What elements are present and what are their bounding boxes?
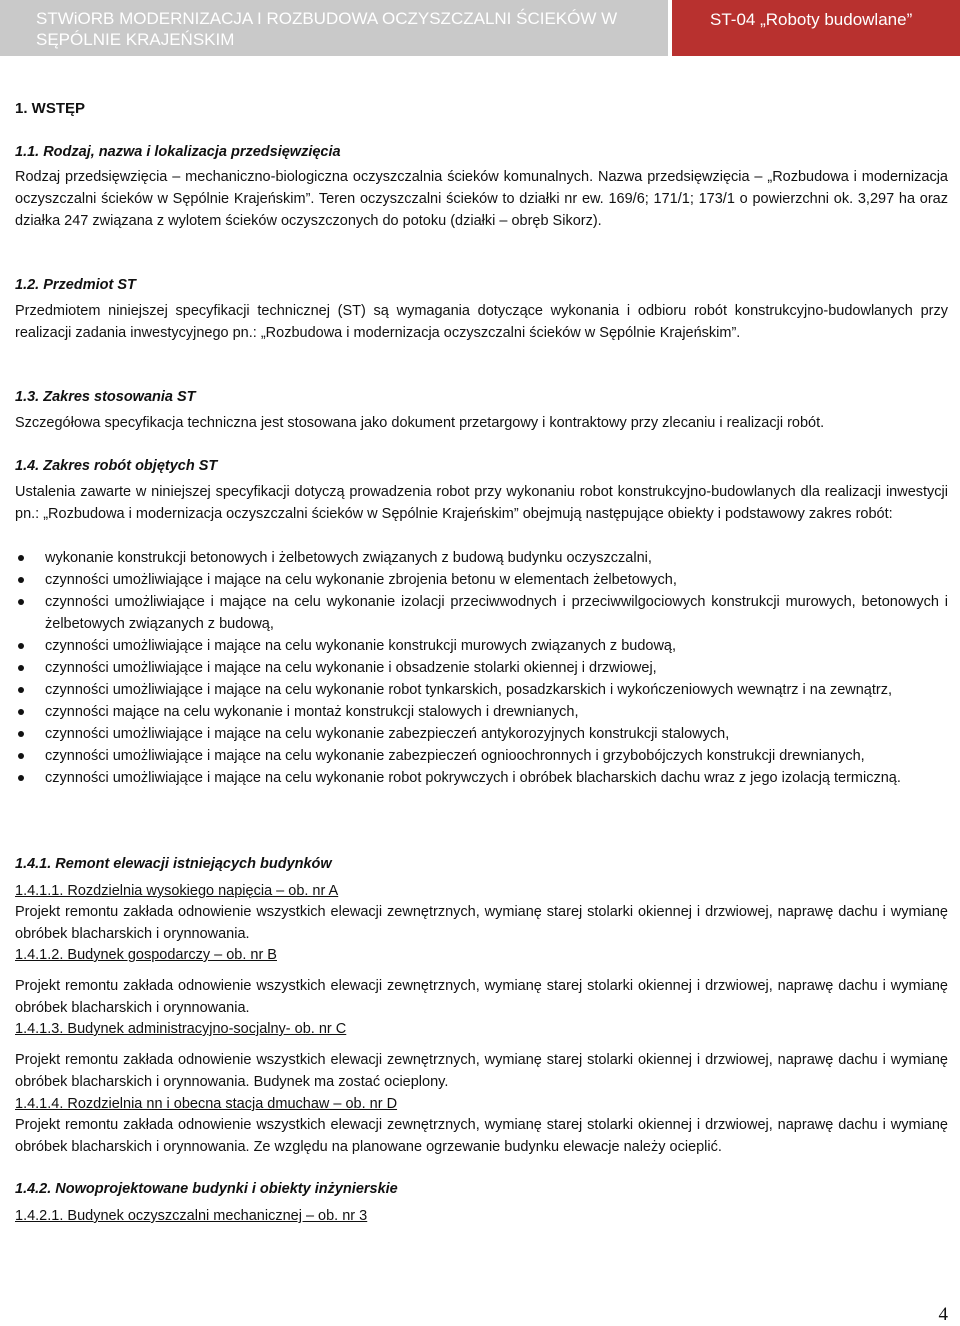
paragraph-1-4-1-4: Projekt remontu zakłada odnowienie wszystkich elewacji zewnętrznych, wymianę starej stolarki okiennej i drzwiowej, naprawę dachu i wymianę obróbek blacharskich i orynnowania. Ze względu na planowane ogrzewanie budynku elewacje należy ocieplić. [15, 1117, 948, 1155]
heading-1-4-1-2: 1.4.1.2. Budynek gospodarczy – ob. nr B [15, 947, 277, 963]
heading-1-4-2: 1.4.2. Nowoprojektowane budynki i obiekty inżynierskie [15, 1181, 398, 1197]
paragraph-1-3: Szczegółowa specyfikacja techniczna jest stosowana jako dokument przetargowy i kontraktowy przy zlecaniu i realizacji robót. [15, 415, 825, 431]
scope-list [15, 547, 948, 789]
list-item: czynności umożliwiające i mające na celu wykonanie zbrojenia betonu w elementach żelbetowych, [15, 569, 948, 591]
list-item: wykonanie konstrukcji betonowych i żelbetowych związanych z budową budynku oczyszczalni, [15, 547, 948, 569]
paragraph-1-1: Rodzaj przedsięwzięcia – mechaniczno-biologiczna oczyszczalnia ścieków komunalnych. Nazwa przedsięwzięcia – „Rozbudowa i modernizacja oczyszczalni ścieków w Sępólnie Krajeńskim”. Teren oczyszczalni ścieków to działki nr ew. 169/6; 171/1; 173/1 o powierzchni ok. 3,297 ha oraz działka 247 związana z wylotem ścieków oczyszczonych do potoku (działki – obręb Sikorz). [15, 169, 948, 229]
list-item: czynności umożliwiające i mające na celu wykonanie zabezpieczeń ognioochronnych i grzybobójczych konstrukcji drewnianych, [15, 745, 948, 767]
page-number: 4 [938, 1304, 948, 1325]
page-header [0, 0, 960, 56]
heading-1-4-1: 1.4.1. Remont elewacji istniejących budynków [15, 856, 332, 872]
heading-1-4-1-1: 1.4.1.1. Rozdzielnia wysokiego napięcia – ob. nr A [15, 883, 339, 899]
heading-1-3: 1.3. Zakres stosowania ST [15, 389, 196, 405]
heading-1-4: 1.4. Zakres robót objętych ST [15, 458, 218, 474]
header-title-line2: SĘPÓLNIE KRAJEŃSKIM [36, 30, 235, 49]
paragraph-1-4-1-2: Projekt remontu zakłada odnowienie wszystkich elewacji zewnętrznych, wymianę starej stolarki okiennej i drzwiowej, naprawę dachu i wymianę obróbek blacharskich i orynnowania. [15, 978, 948, 1016]
heading-1-2: 1.2. Przedmiot ST [15, 277, 136, 293]
list-item: czynności umożliwiające i mające na celu wykonanie izolacji przeciwwodnych i przeciwwilgociowych konstrukcji murowych, betonowych i żelbetowych związanych z budową, [15, 591, 948, 635]
heading-1-4-2-1: 1.4.2.1. Budynek oczyszczalni mechanicznej – ob. nr 3 [15, 1208, 368, 1224]
heading-1: 1. WSTĘP [15, 100, 86, 117]
heading-1-1: 1.1. Rodzaj, nazwa i lokalizacja przedsięwzięcia [15, 144, 341, 160]
header-title-line1: STWiORB MODERNIZACJA I ROZBUDOWA OCZYSZCZALNI ŚCIEKÓW W [36, 9, 618, 28]
list-item: czynności mające na celu wykonanie i montaż konstrukcji stalowych i drewnianych, [15, 701, 948, 723]
heading-1-4-1-3: 1.4.1.3. Budynek administracyjno-socjalny- ob. nr C [15, 1021, 347, 1037]
list-item: czynności umożliwiające i mające na celu wykonanie robot pokrywczych i obróbek blacharskich dachu wraz z jego izolacją termiczną. [15, 767, 948, 789]
list-item: czynności umożliwiające i mające na celu wykonanie konstrukcji murowych związanych z budową, [15, 635, 948, 657]
header-code-box [672, 0, 960, 56]
paragraph-1-2: Przedmiotem niniejszej specyfikacji technicznej (ST) są wymagania dotyczące wykonania i odbioru robót konstrukcyjno-budowlanych przy realizacji zadania inwestycyjnego pn.: „Rozbudowa i modernizacja oczyszczalni ścieków w Sępólnie Krajeńskim”. [15, 303, 948, 341]
header-code: ST-04 „Roboty budowlane” [710, 10, 913, 29]
paragraph-1-4-1-3: Projekt remontu zakłada odnowienie wszystkich elewacji zewnętrznych, wymianę starej stolarki okiennej i drzwiowej, naprawę dachu i wymianę obróbek blacharskich i orynnowania. Budynek ma zostać ocieplony. [15, 1052, 948, 1090]
list-item: czynności umożliwiające i mające na celu wykonanie robot tynkarskich, posadzkarskich i wykończeniowych wewnątrz i na zewnątrz, [15, 679, 948, 701]
list-item: czynności umożliwiające i mające na celu wykonanie zabezpieczeń antykorozyjnych konstrukcji stalowych, [15, 723, 948, 745]
list-item: czynności umożliwiające i mające na celu wykonanie i obsadzenie stolarki okiennej i drzwiowej, [15, 657, 948, 679]
heading-1-4-1-4: 1.4.1.4. Rozdzielnia nn i obecna stacja dmuchaw – ob. nr D [15, 1096, 398, 1112]
paragraph-1-4-1-1: Projekt remontu zakłada odnowienie wszystkich elewacji zewnętrznych, wymianę starej stolarki okiennej i drzwiowej, naprawę dachu i wymianę obróbek blacharskich i orynnowania. [15, 904, 948, 942]
header-title-box [0, 0, 668, 56]
paragraph-1-4: Ustalenia zawarte w niniejszej specyfikacji dotyczą prowadzenia robot przy wykonaniu robot konstrukcyjno-budowlanych dla realizacji inwestycji pn.: „Rozbudowa i modernizacja oczyszczalni ścieków w Sępólnie Krajeńskim” obejmują następujące obiekty i podstawowy zakres robót: [15, 484, 948, 522]
